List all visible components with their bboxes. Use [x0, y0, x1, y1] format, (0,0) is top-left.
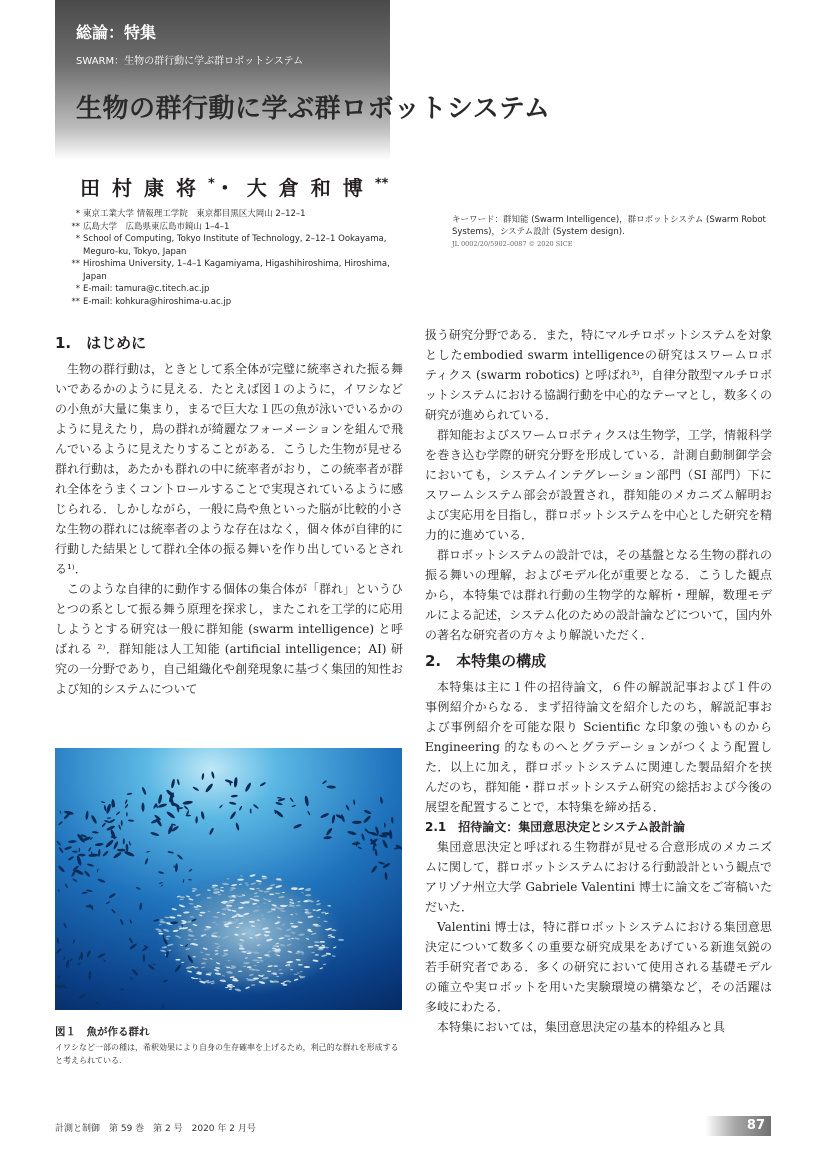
- affiliation-text: E-mail: tamura@c.titech.ac.jp: [83, 284, 210, 294]
- subsection-2-1-paragraph-3: 本特集においては，集団意思決定の基本的枠組みと具: [437, 1020, 726, 1034]
- feature-subtitle: SWARM：生物の群行動に学ぶ群ロボットシステム: [76, 56, 304, 67]
- subsection-2-1-heading: 2.1 招待論文：集団意思決定とシステム設計論: [425, 820, 686, 834]
- section-1-paragraph-2: このような自律的に動作する個体の集合体が「群れ」というひとつの系として振る舞う原理を探求し，またこれを工学的に応用しようとする研究は一般に群知能 (swarm intelligence) と呼ばれる ²⁾．群知能は人工知能 (artificial intelligence；AI) 研究の一分野であり，自己組織化や創発現象に基づく集団的知性および知的システムについて: [55, 582, 404, 696]
- affiliation-row: [62, 283, 407, 296]
- affiliation-text: Hiroshima University, 1–4–1 Kagamiyama, Higashihiroshima, Hiroshima, Japan: [83, 259, 390, 282]
- section-1-paragraph-3: 扱う研究分野である．また，特にマルチロボットシステムを対象としたembodied swarm intelligenceの研究はスワームロボティクス (swarm robotics) と呼ばれ³⁾，自律分散型マルチロボットシステムにおける協調行動を中心的なテーマとし，数多くの研究が進められている．: [425, 328, 772, 422]
- affiliation-text: 東京工業大学 情報理工学院 東京都目黒区大岡山 2–12–1: [83, 209, 306, 219]
- subsection-2-1-paragraph-2: Valentini 博士は，特に群ロボットシステムにおける集団意思決定について数多くの重要な研究成果をあげている新進気鋭の若手研究者である．多くの研究において使用される基礎モデルの確立や実ロボットを用いた実験環境の構築など，その活躍は多岐にわたる．: [425, 920, 772, 1014]
- affiliation-text: E-mail: kohkura@hiroshima-u.ac.jp: [83, 296, 232, 307]
- section-1-paragraph-5: 群ロボットシステムの設計では，その基盤となる生物の群れの振る舞いの理解，およびモデル化が重要となる．こうした観点から，本特集では群れ行動の生物学的な解析・理解，数理モデルによる記述，システム化のための設計論などについて，国内外の著名な研究者の方々より解説いただく．: [425, 548, 772, 642]
- section-2-heading: 2. 本特集の構成: [425, 652, 547, 670]
- fish-school-photo: [55, 748, 402, 1010]
- affiliation-mark: *: [75, 234, 80, 244]
- category-label: 総論：特集: [76, 23, 157, 42]
- author-mark-2: **: [374, 176, 389, 192]
- subsection-2-1-paragraph-1: 集団意思決定と呼ばれる生物群が見せる合意形成のメカニズムに関して，群ロボットシステムにおける行動設計という観点でアリゾナ州立大学 Gabriele Valentini 博士に論文をご寄稿いただいた．: [425, 840, 772, 914]
- article-title: 生物の群行動に学ぶ群ロボットシステム: [76, 94, 551, 124]
- affiliation-row: [62, 233, 407, 258]
- affiliation-mark: **: [71, 259, 80, 269]
- copyright-line: JL 0002/20/5902–0087 © 2020 SICE: [452, 240, 573, 248]
- figure-caption-title: 図１ 魚が作る群れ: [55, 1026, 150, 1038]
- affiliation-mark: **: [71, 221, 80, 232]
- section-2-paragraph-1: 本特集は主に１件の招待論文，６件の解説記事および１件の事例紹介からなる．まず招待論文を紹介したのち，解説記事および事例紹介を可能な限り Scientific な印象の強いものから Engineering 的なものへとグラデーションがつくよう配置した．以上に加え，群ロボットシステムに関連した製品紹介を挟んだのち，群知能・群ロボットシステム研究の総括および今後の展望を配置することで，本特集を締め括る．: [425, 680, 772, 814]
- page-number: 87: [746, 1118, 765, 1133]
- affiliation-mark: **: [71, 296, 80, 307]
- figure-caption-description: イワシなど一部の種は，希釈効果により自身の生存確率を上げるため，利己的な群れを形成すると考えられている.: [55, 1043, 399, 1065]
- affiliation-text: 広島大学 広島県東広島市鏡山 1–4–1: [83, 221, 230, 232]
- affiliation-mark: *: [75, 209, 80, 219]
- page-number-box: [705, 1116, 771, 1136]
- section-1-paragraph-1: 生物の群行動は，ときとして系全体が完璧に統率された振る舞いであるかのように見える．たとえば図１のように，イワシなどの小魚が大量に集まり，まるで巨大な１匹の魚が泳いでいるかのように見えたり，鳥の群れが綺麗なフォーメーションを組んで飛んでいるように見えたりすることがある．こうした生物が見せる群れ行動は，あたかも群れの中に統率者がおり，この統率者が群れ全体をうまくコントロールすることで実現されているように感じられる．しかしながら，一般に鳥や魚といった脳が比較的小さな生物の群れには統率者のような存在はなく，個々体が自律的に行動した結果として群れ全体の振る舞いを作り出しているとされる¹⁾．: [55, 362, 404, 576]
- affiliation-row: [62, 258, 407, 283]
- keywords: キーワード：群知能 (Swarm Intelligence)，群ロボットシステム (Swarm Robot Systems)，システム設計 (System design).: [452, 215, 766, 237]
- affiliations: [62, 208, 407, 308]
- right-column: [425, 325, 772, 1037]
- author-names-1: 田村康将: [80, 176, 208, 200]
- journal-footer: 計測と制御 第 59 巻 第 2 号 2020 年 2 月号: [55, 1124, 256, 1134]
- author-names-2: ・大倉和博: [214, 176, 375, 200]
- affiliation-row: [62, 221, 407, 234]
- left-column: [55, 333, 403, 699]
- affiliation-text: School of Computing, Tokyo Institute of Technology, 2–12–1 Ookayama, Meguro-ku, Tokyo, Japan: [83, 234, 387, 257]
- author-mark-1: *: [208, 176, 215, 192]
- section-1-paragraph-4: 群知能およびスワームロボティクスは生物学，工学，情報科学を巻き込む学際的研究分野を形成している．計測自動制御学会においても，システムインテグレーション部門（SI 部門）下にスワームシステム部会が設置され，群知能のメカニズム解明および実応用を目指し，群ロボットシステムを中心とした研究を精力的に進めている．: [425, 428, 772, 542]
- section-1-heading: 1. はじめに: [55, 334, 147, 352]
- affiliation-row: [62, 208, 407, 221]
- author-line: [80, 172, 388, 201]
- affiliation-mark: *: [75, 284, 80, 294]
- affiliation-row: [62, 296, 407, 309]
